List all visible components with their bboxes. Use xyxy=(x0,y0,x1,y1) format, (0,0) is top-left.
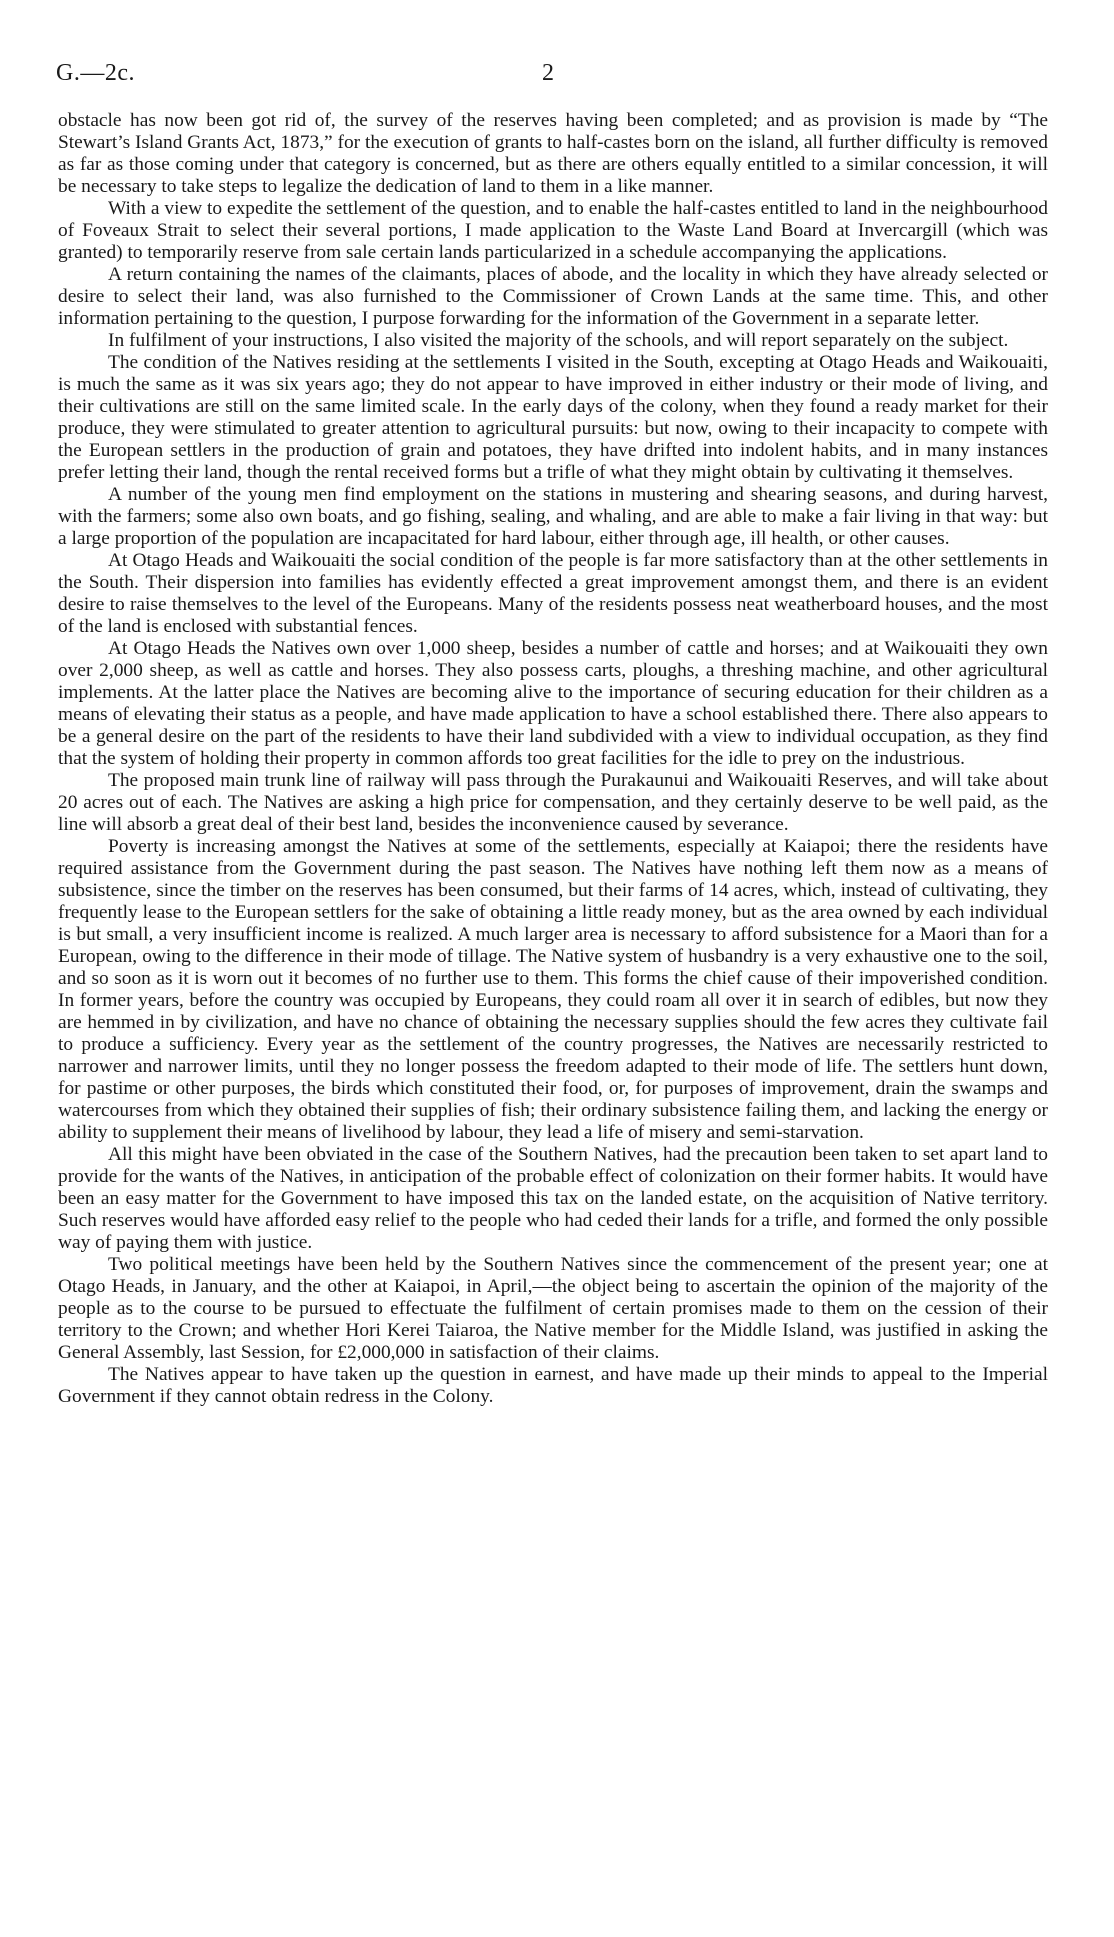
paragraph-livestock: At Otago Heads the Natives own over 1,000 sheep, besides a number of cattle and horses; and at Waikouaiti they own over 2,000 sheep, as well as cattle and horses. They also possess carts, ploughs, a threshing machine, and other agricultural implements. At the latter place the Natives are becoming alive to the importance of securing education for their children as a means of elevating their status as a people, and have made application to have a school established there. There also appears to be a general desire on the part of the residents to have their land subdivided with a view to individual occupation, as they find that the system of holding their property in common affords too great facilities for the idle to prey on the industrious. xyxy=(58,638,1048,769)
paragraph-railway: The proposed main trunk line of railway will pass through the Purakaunui and Waikouaiti Reserves, and will take about 20 acres out of each. The Natives are asking a high price for compensation, and they certainly deserve to be well paid, as the line will absorb a great deal of their best land, besides the inconvenience caused by severance. xyxy=(58,770,1048,835)
paragraph-continued: obstacle has now been got rid of, the survey of the reserves having been completed; and as provision is made by “The Stewart’s Island Grants Act, 1873,” for the execution of grants to half-castes born on the island, all further difficulty is removed as far as those coming under that category is concerned, but as there are others equally entitled to a similar concession, it will be necessary to take steps to legalize the dedication of land to them in a like manner. xyxy=(58,110,1048,197)
paragraph-natives-condition: The condition of the Natives residing at the settlements I visited in the South, excepting at Otago Heads and Waikouaiti, is much the same as it was six years ago; they do not appear to have improved in either industry or their mode of living, and their cultivations are still on the same limited scale. In the early days of the colony, when they found a ready market for their produce, they were stimulated to greater attention to agricultural pursuits: but now, owing to their incapacity to compete with the European settlers in the production of grain and potatoes, they have drifted into indolent habits, and in many instances prefer letting their land, though the rental received forms but a trifle of what they might obtain by cultivating it themselves. xyxy=(58,352,1048,483)
paragraph-poverty: Poverty is increasing amongst the Natives at some of the settlements, especially at Kaiapoi; there the residents have required assistance from the Government during the past season. The Natives have nothing left them now as a means of subsistence, since the timber on the reserves has been consumed, but their farms of 14 acres, which, instead of cultivating, they frequently lease to the European settlers for the sake of obtaining a little ready money, but as the area owned by each individual is but small, a very insufficient income is realized. A much larger area is necessary to afford subsistence for a Maori than for a European, owing to the difference in their mode of tillage. The Native system of husbandry is a very exhaustive one to the soil, and so soon as it is worn out it becomes of no further use to them. This forms the chief cause of their impoverished condition. In former years, before the country was occupied by Europeans, they could roam all over it in search of edibles, but now they are hemmed in by civilization, and have no chance of obtaining the necessary supplies should the few acres they cultivate fail to produce a sufficiency. Every year as the settlement of the country progresses, the Natives are necessarily restricted to narrower and narrower limits, until they no longer possess the freedom adapted to their mode of life. The settlers hunt down, for pastime or other purposes, the birds which constituted their food, or, for purposes of improvement, drain the swamps and watercourses from which they obtained their supplies of fish; their ordinary subsistence failing them, and lacking the energy or ability to supplement their means of livelihood by labour, they lead a life of misery and semi-starvation. xyxy=(58,836,1048,1143)
paragraph-political-meetings: Two political meetings have been held by the Southern Natives since the commencement of the present year; one at Otago Heads, in January, and the other at Kaiapoi, in April,—the object being to ascertain the opinion of the majority of the people as to the course to be pursued to effectuate the fulfilment of certain promises made to them on the cession of their territory to the Crown; and whether Hori Kerei Taiaroa, the Native member for the Middle Island, was justified in asking the General Assembly, last Session, for £2,000,000 in satisfaction of their claims. xyxy=(58,1254,1048,1363)
paragraph-claimants-return: A return containing the names of the claimants, places of abode, and the locality in which they have already selected or desire to select their land, was also furnished to the Commissioner of Crown Lands at the same time. This, and other information pertaining to the question, I purpose forwarding for the information of the Government in a separate letter. xyxy=(58,264,1048,329)
paragraph-foveaux-strait: With a view to expedite the settlement of the question, and to enable the half-castes entitled to land in the neighbourhood of Foveaux Strait to select their several portions, I made application to the Waste Land Board at Invercargill (which was granted) to temporarily reserve from sale certain lands particularized in a schedule accompanying the applications. xyxy=(58,198,1048,263)
paragraph-imperial-appeal: The Natives appear to have taken up the question in earnest, and have made up their minds to appeal to the Imperial Government if they cannot obtain redress in the Colony. xyxy=(58,1364,1048,1407)
page-header xyxy=(56,60,1056,96)
document-body xyxy=(58,110,1048,1408)
page-number: 2 xyxy=(542,60,554,86)
paragraph-reserves: All this might have been obviated in the case of the Southern Natives, had the precaution been taken to set apart land to provide for the wants of the Natives, in anticipation of the probable effect of colonization on their former habits. It would have been an easy matter for the Government to have imposed this tax on the landed estate, on the acquisition of Native territory. Such reserves would have afforded easy relief to the people who had ceded their lands for a trifle, and formed the only possible way of paying them with justice. xyxy=(58,1144,1048,1253)
document-reference: G.—2c. xyxy=(56,60,135,86)
paragraph-employment: A number of the young men find employment on the stations in mustering and shearing seasons, and during harvest, with the farmers; some also own boats, and go fishing, sealing, and whaling, and are able to make a fair living in that way: but a large proportion of the population are incapacitated for hard labour, either through age, ill health, or other causes. xyxy=(58,484,1048,549)
paragraph-schools: In fulfilment of your instructions, I also visited the majority of the schools, and will report separately on the subject. xyxy=(108,330,1009,351)
paragraph-otago-heads-social: At Otago Heads and Waikouaiti the social condition of the people is far more satisfactory than at the other settlements in the South. Their dispersion into families has evidently effected a great improvement amongst them, and there is an evident desire to raise themselves to the level of the Europeans. Many of the residents possess neat weatherboard houses, and the most of the land is enclosed with substantial fences. xyxy=(58,550,1048,637)
